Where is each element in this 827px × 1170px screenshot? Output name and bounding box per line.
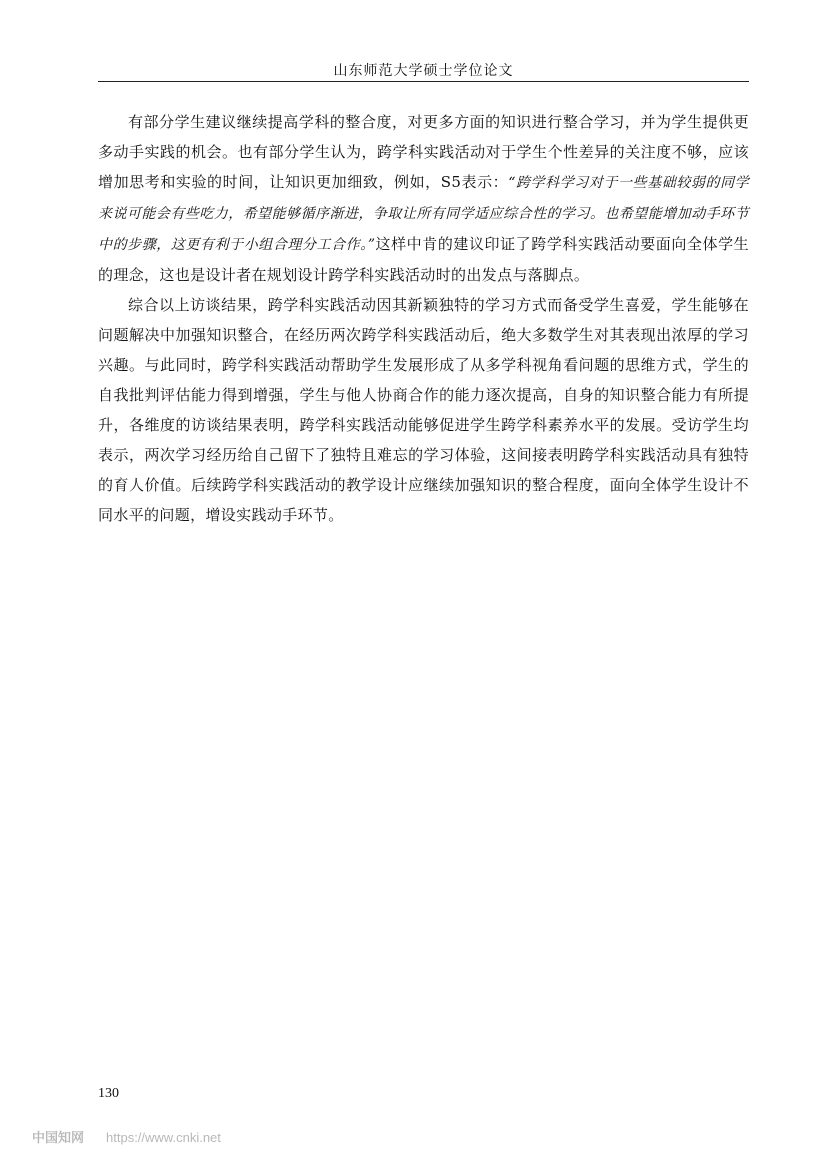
student-quote: “跨学科学习对于一些基础较弱的同学来说可能会有些吃力，希望能够循序渐进，争取让所有同学适应综合性的学习。也希望能增加动手环节中的步骤，这更有利于小组合理分工合作。” [98,175,750,253]
watermark-brand: 中国知网 [32,1130,85,1145]
paragraph-outro-text: 这样中肯的建议印证了跨学科实践活动要面向全体学生的理念，这也是设计者在规划设计跨学科实践活动时的出发点与落脚点。 [98,235,749,284]
watermark-url: https://www.cnki.net [106,1130,221,1145]
page-number: 130 [98,1086,119,1101]
cnki-watermark [32,1127,221,1146]
main-text [98,107,749,530]
header-rule [98,81,749,82]
running-header-title: 山东师范大学硕士学位论文 [333,63,514,79]
paragraph-interview-summary: 综合以上访谈结果，跨学科实践活动因其新颖独特的学习方式而备受学生喜爱，学生能够在问题解决中加强知识整合，在经历两次跨学科实践活动后，绝大多数学生对其表现出浓厚的学习兴趣。与此同时，跨学科实践活动帮助学生发展形成了从多学科视角看问题的思维方式，学生的自我批判评估能力得到增强，学生与他人协商合作的能力逐次提高，自身的知识整合能力有所提升，各维度的访谈结果表明，跨学科实践活动能够促进学生跨学科素养水平的发展。受访学生均表示，两次学习经历给自己留下了独特且难忘的学习体验，这间接表明跨学科实践活动具有独特的育人价值。后续跨学科实践活动的教学设计应继续加强知识的整合程度，面向全体学生设计不同水平的问题，增设实践动手环节。 [98,296,749,524]
paragraph-interview-suggestions [98,107,749,290]
paragraph-intro-text: 有部分学生建议继续提高学科的整合度，对更多方面的知识进行整合学习，并为学生提供更多动手实践的机会。也有部分学生认为，跨学科实践活动对于学生个性差异的关注度不够，应该增加思考和实验的时间，让知识更加细致，例如，S5表示： [98,113,749,191]
